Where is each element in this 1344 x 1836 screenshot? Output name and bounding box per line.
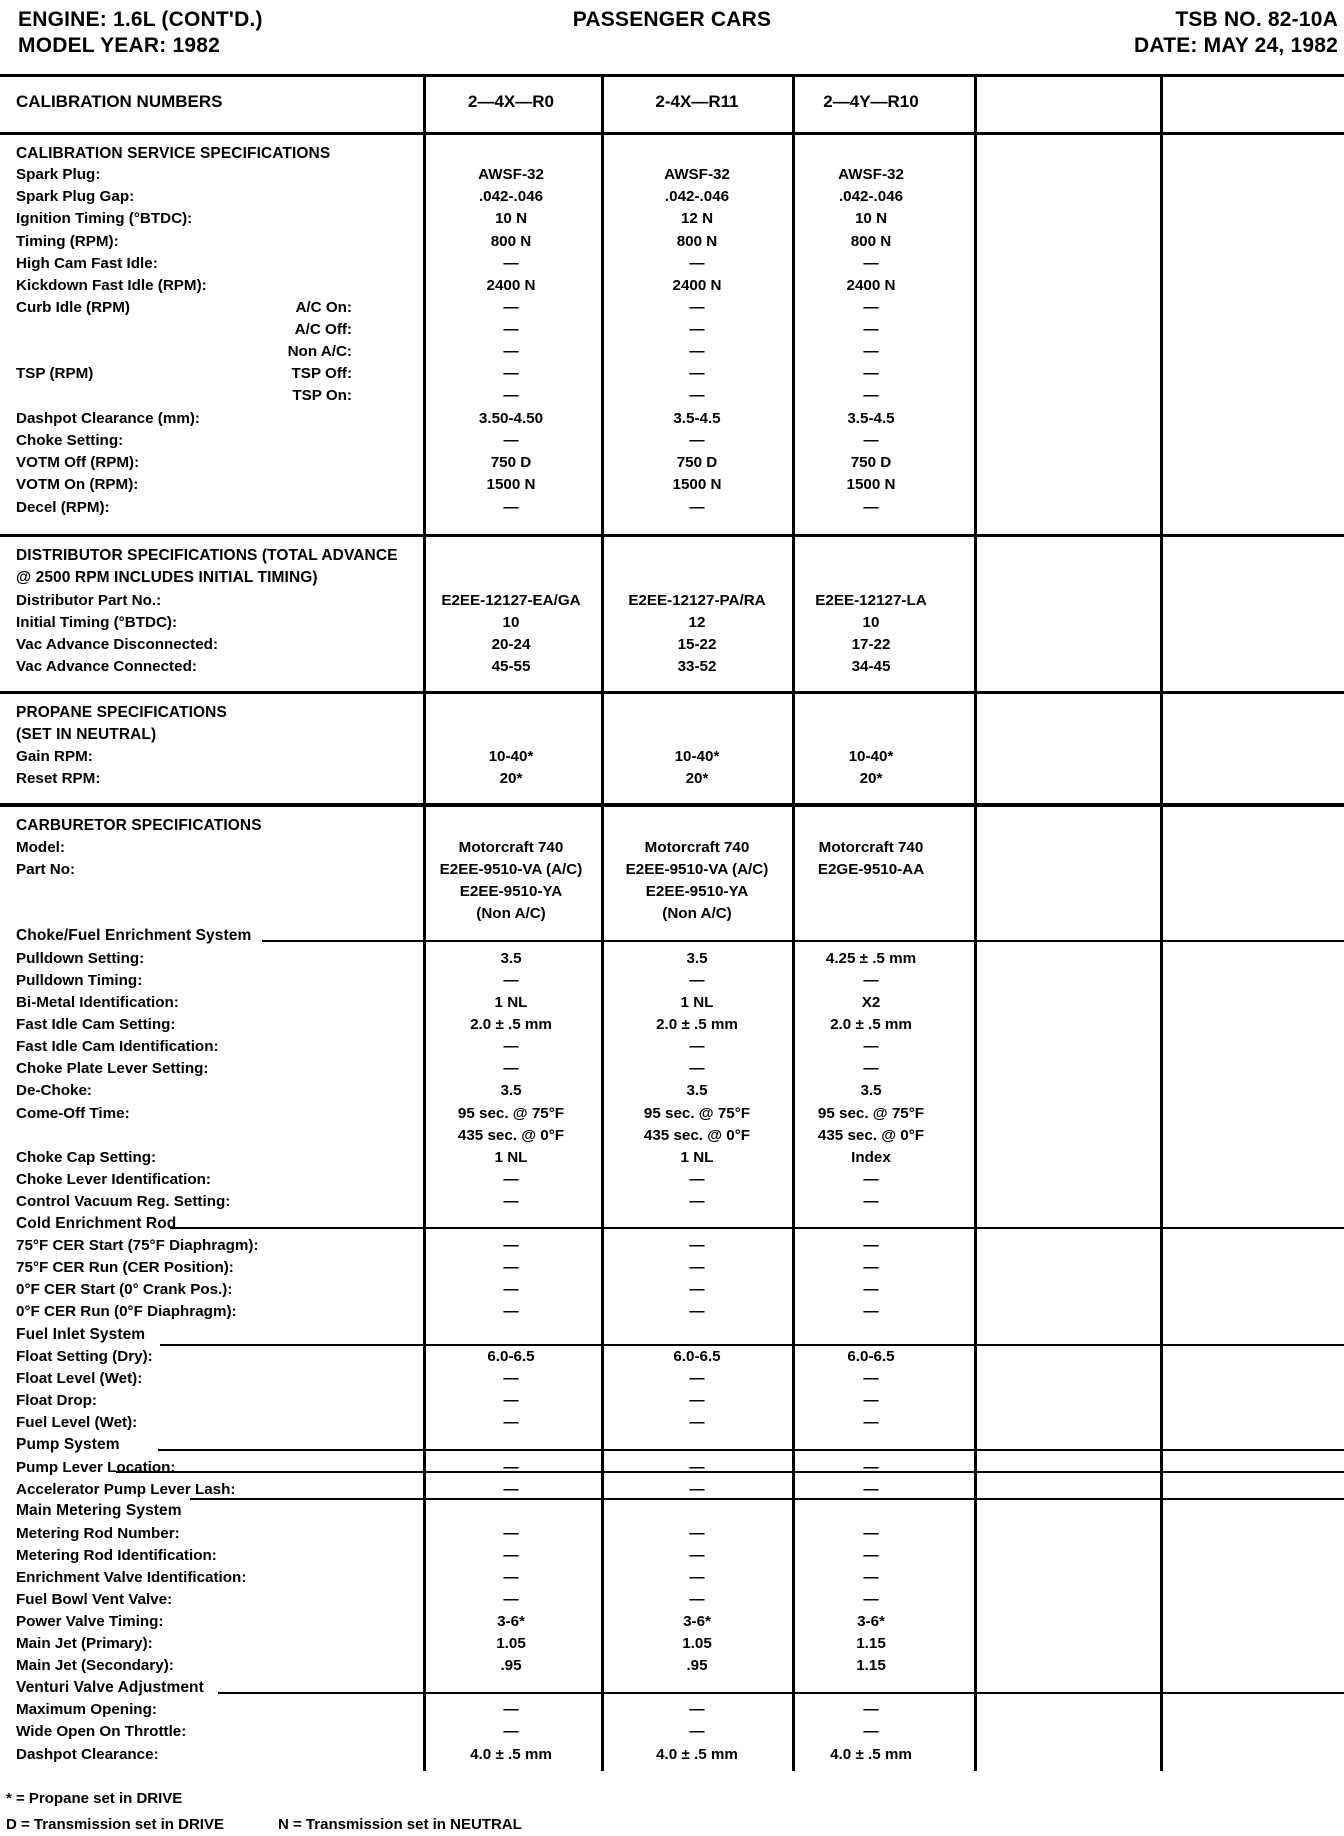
value-cell-col2: — [689,432,705,449]
value-cell-col1: — [503,432,519,449]
value-cell-col1: .95 [500,1657,522,1674]
row-sublabel: Non A/C: [287,343,352,360]
value-cell-col1: E2EE-12127-EA/GA [441,592,581,609]
section-heading: CARBURETOR SPECIFICATIONS [16,817,262,834]
value-cell-col1: — [503,343,519,360]
value-cell-col3: 435 sec. @ 0°F [817,1127,925,1144]
value-cell-col3: Motorcraft 740 [818,839,924,856]
value-cell-col1: 3.5 [500,1082,522,1099]
value-cell-col1: 4.0 ± .5 mm [470,1746,552,1763]
value-cell-col2: 33-52 [677,658,717,675]
value-cell-col2: — [689,365,705,382]
value-cell-col2: — [689,343,705,360]
table-rule [218,1692,1344,1694]
value-cell-col2: 3-6* [683,1613,711,1630]
section-heading: CALIBRATION SERVICE SPECIFICATIONS [16,145,331,162]
row-label: Metering Rod Number: [16,1525,180,1542]
value-cell-col3: X2 [861,994,881,1011]
value-cell-col3: — [863,1060,879,1077]
value-cell-col2: — [689,1060,705,1077]
value-cell-col2: — [689,1569,705,1586]
value-cell-col3: E2EE-12127-LA [815,592,927,609]
row-label: Pump Lever Location: [16,1459,176,1476]
value-cell-col1: — [503,1193,519,1210]
row-label: Vac Advance Disconnected: [16,636,219,653]
value-cell-col2: — [689,1701,705,1718]
value-cell-col1: — [503,1701,519,1718]
value-cell-col2: 1 NL [680,994,714,1011]
value-cell-col3: 2400 N [846,277,896,294]
table-rule [0,803,1344,807]
value-cell-col3: — [863,343,879,360]
section-heading: (SET IN NEUTRAL) [16,726,157,743]
value-cell-col2: — [689,1414,705,1431]
row-label: Ignition Timing (°BTDC): [16,210,193,227]
value-cell-col2: — [689,255,705,272]
value-cell-col2: 4.0 ± .5 mm [656,1746,738,1763]
value-cell-col1: — [503,1569,519,1586]
value-cell-col1: 1500 N [486,476,536,493]
column-header-2: 2-4X—R11 [655,92,739,111]
value-cell-col1: — [503,1171,519,1188]
row-label: Part No: [16,861,76,878]
value-cell-col3: 4.25 ± .5 mm [825,950,917,967]
value-cell-col2: — [689,1237,705,1254]
value-cell-col2: (Non A/C) [662,905,732,922]
value-cell-col2: 800 N [676,233,718,250]
value-cell-col2: 15-22 [677,636,717,653]
row-label: Pulldown Setting: [16,950,145,967]
value-cell-col2: E2EE-9510-VA (A/C) [625,861,769,878]
value-cell-col2: — [689,387,705,404]
value-cell-col2: — [689,1303,705,1320]
row-label: Pulldown Timing: [16,972,143,989]
value-cell-col2: 750 D [676,454,718,471]
header-rule [0,74,1344,77]
bulletin-date: DATE: MAY 24, 1982 [1134,34,1338,57]
value-cell-col3: 6.0-6.5 [847,1348,895,1365]
row-label: Fast Idle Cam Identification: [16,1038,219,1055]
section-heading: Choke/Fuel Enrichment System [16,927,252,944]
value-cell-col1: 2.0 ± .5 mm [470,1016,552,1033]
value-cell-col1: Motorcraft 740 [458,839,564,856]
row-label: Kickdown Fast Idle (RPM): [16,277,207,294]
value-cell-col2: 2400 N [672,277,722,294]
row-label: Choke Plate Lever Setting: [16,1060,209,1077]
value-cell-col2: 3.5 [686,950,708,967]
value-cell-col2: — [689,1459,705,1476]
column-header-label: CALIBRATION NUMBERS [16,92,223,111]
value-cell-col3: — [863,299,879,316]
value-cell-col1: (Non A/C) [476,905,546,922]
value-cell-col2: — [689,1547,705,1564]
value-cell-col3: 95 sec. @ 75°F [817,1105,925,1122]
section-heading: @ 2500 RPM INCLUDES INITIAL TIMING) [16,569,318,586]
value-cell-col3: 3.5-4.5 [847,410,895,427]
column-header-3: 2—4Y—R10 [823,92,919,111]
value-cell-col2: 435 sec. @ 0°F [643,1127,751,1144]
value-cell-col2: 3.5 [686,1082,708,1099]
value-cell-col1: — [503,1060,519,1077]
tsb-number: TSB NO. 82-10A [1175,8,1338,31]
value-cell-col3: 34-45 [851,658,891,675]
row-label: Dashpot Clearance: [16,1746,159,1763]
row-label: Main Jet (Secondary): [16,1657,174,1674]
value-cell-col1: .042-.046 [478,188,544,205]
value-cell-col1: 10 N [494,210,528,227]
row-label: TSP (RPM) [16,365,94,382]
row-label: Wide Open On Throttle: [16,1723,187,1740]
row-label: Spark Plug Gap: [16,188,135,205]
row-label: Float Drop: [16,1392,97,1409]
value-cell-col1: — [503,1525,519,1542]
value-cell-col3: 3-6* [857,1613,885,1630]
row-label: Accelerator Pump Lever Lash: [16,1481,236,1498]
value-cell-col1: 435 sec. @ 0°F [457,1127,565,1144]
value-cell-col2: 12 N [680,210,714,227]
value-cell-col2: — [689,1392,705,1409]
row-label: Curb Idle (RPM) [16,299,130,316]
section-heading: Pump System [16,1436,120,1453]
value-cell-col2: 3.5-4.5 [673,410,721,427]
row-label: 75°F CER Start (75°F Diaphragm): [16,1237,259,1254]
value-cell-col2: 1.05 [682,1635,712,1652]
value-cell-col1: — [503,1038,519,1055]
value-cell-col2: 2.0 ± .5 mm [656,1016,738,1033]
value-cell-col2: 1 NL [680,1149,714,1166]
section-heading: Cold Enrichment Rod [16,1215,177,1232]
value-cell-col3: — [863,1171,879,1188]
value-cell-col1: — [503,1547,519,1564]
table-rule [0,534,1344,537]
row-label: Maximum Opening: [16,1701,157,1718]
value-cell-col3: — [863,972,879,989]
value-cell-col2: — [689,1591,705,1608]
value-cell-col3: 10 [862,614,880,631]
value-cell-col3: — [863,1370,879,1387]
value-cell-col2: .95 [686,1657,708,1674]
value-cell-col1: 3.50-4.50 [478,410,544,427]
value-cell-col1: — [503,1481,519,1498]
value-cell-col2: Motorcraft 740 [644,839,750,856]
table-rule [170,1227,1344,1229]
value-cell-col2: — [689,1259,705,1276]
row-sublabel: A/C On: [295,299,352,316]
value-cell-col1: — [503,1370,519,1387]
value-cell-col3: — [863,1281,879,1298]
value-cell-col1: — [503,1459,519,1476]
row-label: 0°F CER Run (0°F Diaphragm): [16,1303,237,1320]
row-label: Fast Idle Cam Setting: [16,1016,176,1033]
column-divider-4 [974,74,977,1771]
value-cell-col3: — [863,1459,879,1476]
value-cell-col3: — [863,365,879,382]
value-cell-col3: — [863,1259,879,1276]
row-label: Float Level (Wet): [16,1370,143,1387]
value-cell-col3: — [863,1237,879,1254]
value-cell-col1: 95 sec. @ 75°F [457,1105,565,1122]
value-cell-col3: 10-40* [848,748,894,765]
value-cell-col2: — [689,1370,705,1387]
row-label: Reset RPM: [16,770,101,787]
value-cell-col2: — [689,1525,705,1542]
value-cell-col1: — [503,972,519,989]
row-label: Control Vacuum Reg. Setting: [16,1193,231,1210]
value-cell-col3: 3.5 [860,1082,882,1099]
value-cell-col3: — [863,1193,879,1210]
value-cell-col1: — [503,499,519,516]
value-cell-col3: — [863,1723,879,1740]
footnote-drive: D = Transmission set in DRIVE [6,1816,224,1833]
value-cell-col1: — [503,1237,519,1254]
row-label: Choke Cap Setting: [16,1149,157,1166]
column-divider-5 [1160,74,1163,1771]
value-cell-col3: — [863,1414,879,1431]
value-cell-col3: 1.15 [856,1635,886,1652]
value-cell-col2: .042-.046 [664,188,730,205]
value-cell-col3: Index [851,1149,891,1166]
section-heading: Fuel Inlet System [16,1326,146,1343]
value-cell-col2: — [689,1281,705,1298]
value-cell-col2: — [689,1723,705,1740]
row-label: Vac Advance Connected: [16,658,197,675]
value-cell-col1: — [503,321,519,338]
value-cell-col3: — [863,1525,879,1542]
value-cell-col1: 45-55 [491,658,531,675]
value-cell-col1: E2EE-9510-VA (A/C) [439,861,583,878]
row-label: Decel (RPM): [16,499,110,516]
value-cell-col2: — [689,972,705,989]
value-cell-col3: 20* [859,770,883,787]
value-cell-col3: — [863,1392,879,1409]
value-cell-col3: — [863,1481,879,1498]
value-cell-col3: AWSF-32 [838,166,904,183]
value-cell-col1: AWSF-32 [478,166,544,183]
value-cell-col1: — [503,1414,519,1431]
value-cell-col2: E2EE-12127-PA/RA [628,592,766,609]
row-sublabel: TSP On: [292,387,352,404]
value-cell-col1: — [503,387,519,404]
value-cell-col1: 750 D [490,454,532,471]
value-cell-col1: 3.5 [500,950,522,967]
value-cell-col2: — [689,1481,705,1498]
row-label: Gain RPM: [16,748,93,765]
header-category: PASSENGER CARS [572,8,772,31]
row-label: Dashpot Clearance (mm): [16,410,200,427]
row-label: Bi-Metal Identification: [16,994,179,1011]
row-label: Enrichment Valve Identification: [16,1569,247,1586]
value-cell-col2: 1500 N [672,476,722,493]
row-label: Model: [16,839,65,856]
value-cell-col1: E2EE-9510-YA [459,883,563,900]
row-label: Distributor Part No.: [16,592,162,609]
row-label: Metering Rod Identification: [16,1547,217,1564]
value-cell-col1: — [503,1303,519,1320]
row-label: Initial Timing (°BTDC): [16,614,178,631]
row-label: 75°F CER Run (CER Position): [16,1259,234,1276]
row-label: High Cam Fast Idle: [16,255,158,272]
value-cell-col2: 6.0-6.5 [673,1348,721,1365]
value-cell-col1: — [503,1281,519,1298]
value-cell-col3: — [863,1569,879,1586]
value-cell-col3: 2.0 ± .5 mm [830,1016,912,1033]
value-cell-col1: 800 N [490,233,532,250]
table-rule [0,132,1344,135]
row-label: Spark Plug: [16,166,101,183]
model-year-label: MODEL YEAR: 1982 [18,34,220,57]
value-cell-col3: 10 N [854,210,888,227]
value-cell-col1: 20-24 [491,636,531,653]
engine-label: ENGINE: 1.6L (CONT'D.) [18,8,263,31]
value-cell-col3: — [863,432,879,449]
value-cell-col1: 2400 N [486,277,536,294]
row-label: Come-Off Time: [16,1105,130,1122]
value-cell-col2: AWSF-32 [664,166,730,183]
section-heading: DISTRIBUTOR SPECIFICATIONS (TOTAL ADVANCE [16,547,398,564]
value-cell-col2: 10-40* [674,748,720,765]
value-cell-col2: E2EE-9510-YA [645,883,749,900]
value-cell-col3: — [863,255,879,272]
value-cell-col3: E2GE-9510-AA [817,861,925,878]
value-cell-col1: 1 NL [494,1149,528,1166]
row-sublabel: TSP Off: [291,365,352,382]
value-cell-col2: — [689,321,705,338]
table-rule [262,940,1344,942]
value-cell-col3: — [863,321,879,338]
row-label: 0°F CER Start (0° Crank Pos.): [16,1281,233,1298]
row-label: Timing (RPM): [16,233,119,250]
table-rule [158,1449,1344,1451]
value-cell-col3: 1.15 [856,1657,886,1674]
value-cell-col1: — [503,1392,519,1409]
footnote-propane: * = Propane set in DRIVE [6,1790,183,1807]
row-label: Power Valve Timing: [16,1613,164,1630]
row-label: De-Choke: [16,1082,92,1099]
value-cell-col2: — [689,499,705,516]
value-cell-col1: 20* [499,770,523,787]
section-heading: PROPANE SPECIFICATIONS [16,704,227,721]
table-rule [0,691,1344,694]
value-cell-col3: 17-22 [851,636,891,653]
value-cell-col3: — [863,1701,879,1718]
row-label: Choke Lever Identification: [16,1171,211,1188]
row-label: Fuel Level (Wet): [16,1414,138,1431]
value-cell-col1: 1 NL [494,994,528,1011]
value-cell-col3: 1500 N [846,476,896,493]
row-label: Choke Setting: [16,432,124,449]
value-cell-col3: — [863,499,879,516]
value-cell-col3: — [863,1303,879,1320]
row-label: Fuel Bowl Vent Valve: [16,1591,173,1608]
value-cell-col1: — [503,1259,519,1276]
header-right [1134,7,1338,59]
value-cell-col2: — [689,1038,705,1055]
value-cell-col1: 6.0-6.5 [487,1348,535,1365]
value-cell-col1: 10 [502,614,520,631]
value-cell-col3: — [863,387,879,404]
value-cell-col2: 12 [688,614,706,631]
row-label: Float Setting (Dry): [16,1348,153,1365]
footnote-neutral: N = Transmission set in NEUTRAL [278,1816,522,1833]
value-cell-col3: — [863,1038,879,1055]
value-cell-col2: 95 sec. @ 75°F [643,1105,751,1122]
value-cell-col1: — [503,299,519,316]
value-cell-col3: — [863,1591,879,1608]
value-cell-col3: .042-.046 [838,188,904,205]
value-cell-col2: 20* [685,770,709,787]
value-cell-col1: 3-6* [497,1613,525,1630]
value-cell-col1: — [503,255,519,272]
value-cell-col1: 10-40* [488,748,534,765]
value-cell-col2: — [689,1193,705,1210]
row-label: VOTM On (RPM): [16,476,139,493]
value-cell-col2: — [689,1171,705,1188]
value-cell-col1: — [503,365,519,382]
column-header-1: 2—4X—R0 [468,92,554,111]
value-cell-col2: — [689,299,705,316]
row-label: Main Jet (Primary): [16,1635,153,1652]
value-cell-col1: — [503,1591,519,1608]
value-cell-col3: 4.0 ± .5 mm [830,1746,912,1763]
value-cell-col3: — [863,1547,879,1564]
value-cell-col3: 800 N [850,233,892,250]
value-cell-col1: 1.05 [496,1635,526,1652]
section-heading: Main Metering System [16,1502,182,1519]
value-cell-col3: 750 D [850,454,892,471]
value-cell-col1: — [503,1723,519,1740]
row-label: VOTM Off (RPM): [16,454,140,471]
section-heading: Venturi Valve Adjustment [16,1679,204,1696]
row-sublabel: A/C Off: [294,321,352,338]
